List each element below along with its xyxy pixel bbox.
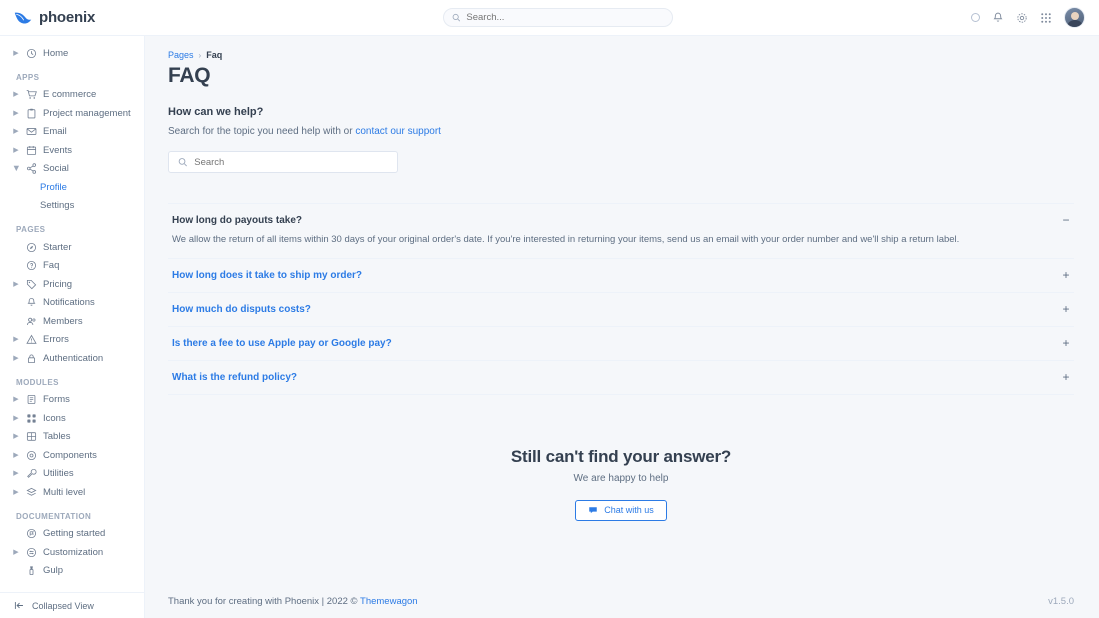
sidebar-item-label: Customization [43,546,104,558]
avatar[interactable] [1064,7,1085,28]
sidebar-item-starter[interactable] [0,238,144,257]
grid-apps-icon[interactable] [1040,12,1052,24]
faq-toggle-minus-icon[interactable]: − [1062,213,1070,227]
chevron-right-icon: ▶ [13,396,19,404]
flag-icon [26,528,37,539]
sidebar-item-label: Gulp [43,565,64,577]
search-icon [452,13,460,22]
sidebar-item-tables[interactable] [0,428,144,447]
search-icon [178,157,187,167]
sidebar-section-modules: MODULES [16,377,59,387]
theme-toggle-icon[interactable] [971,13,980,22]
sidebar-item-label: Faq [43,260,60,272]
sidebar-item-authentication[interactable] [0,349,144,368]
page-content [145,36,1099,584]
footer-text: Thank you for creating with Phoenix | 2022 © [168,595,361,607]
themewagon-link[interactable]: Themewagon [360,595,418,607]
chevron-down-icon: ▶ [12,166,20,172]
sidebar-scroll[interactable] [0,36,144,592]
sidebar-item-ecommerce[interactable] [0,86,144,105]
collapsed-view-toggle[interactable] [0,592,144,618]
sidebar-item-utilities[interactable] [0,465,144,484]
still-heading: Still can't find your answer? [510,446,732,466]
collapsed-view-label: Collapsed View [32,600,94,611]
sidebar-item-home[interactable] [0,44,144,63]
sidebar-item-label: Starter [43,241,72,253]
sidebar-section-apps: APPS [16,72,40,82]
faq-item [168,327,1074,361]
sidebar-item-getting-started[interactable] [0,525,144,544]
chat-with-us-label: Chat with us [604,505,654,516]
icons-grid-icon [26,413,37,424]
sidebar-item-label: Events [43,144,73,156]
faq-toggle-plus-icon[interactable]: + [1062,369,1070,384]
chevron-right-icon: ▶ [13,49,19,57]
sidebar-item-label: Multi level [43,486,86,498]
page-title: FAQ [168,64,211,87]
sidebar-item-multi-level[interactable] [0,483,144,502]
sidebar-item-label: Email [43,126,67,138]
chevron-right-icon: ▶ [13,336,19,344]
sidebar-item-components[interactable] [0,446,144,465]
breadcrumb-current: Faq [206,50,223,60]
sidebar-item-notifications[interactable] [0,294,144,313]
faq-toggle-plus-icon[interactable]: + [1062,335,1070,350]
collapse-icon [14,600,25,611]
faq-question[interactable]: How long does it take to ship my order? [172,269,363,281]
navbar-search[interactable] [443,8,673,27]
lock-icon [26,353,37,364]
faq-list [168,203,1074,395]
calendar-icon [26,145,37,156]
chevron-right-icon: ▶ [13,128,19,136]
warning-icon [26,334,37,345]
faq-question[interactable]: How long do payouts take? [172,215,303,226]
sidebar-item-label: Project management [43,107,131,119]
faq-toggle-plus-icon[interactable]: + [1062,267,1070,282]
sidebar-item-project-management[interactable] [0,104,144,123]
chevron-right-icon: ▶ [13,280,19,288]
still-subtext: We are happy to help [573,472,669,484]
table-icon [26,431,37,442]
chevron-right-icon: ▶ [13,414,19,422]
sidebar-item-label: Social [43,163,69,175]
sidebar-item-icons[interactable] [0,409,144,428]
sidebar-item-label: Icons [43,412,66,424]
chevron-right-icon: ▶ [13,548,19,556]
bell-icon [26,297,37,308]
contact-support-link[interactable]: contact our support [355,126,441,137]
sidebar-item-faq[interactable] [0,257,144,276]
footer-version: v1.5.0 [1048,595,1074,607]
sidebar-item-label: Pricing [43,278,73,290]
sidebar-item-forms[interactable] [0,391,144,410]
sidebar-item-label: Getting started [43,528,106,540]
faq-item [168,203,1074,259]
faq-item [168,259,1074,293]
chevron-right-icon: ▶ [13,354,19,362]
sidebar-section-pages: PAGES [16,225,46,234]
breadcrumb [168,50,1074,60]
sidebar-item-label: E commerce [43,89,97,101]
navbar-search-input[interactable] [466,12,664,23]
brand-logo[interactable] [0,9,145,26]
sidebar-item-events[interactable] [0,141,144,160]
users-icon [26,316,37,327]
envelope-icon [26,126,37,137]
faq-question[interactable]: What is the refund policy? [172,371,298,383]
clock-icon [26,48,37,59]
bell-icon[interactable] [992,12,1004,24]
page-footer [145,584,1099,618]
sidebar-item-label: Notifications [43,297,95,309]
sidebar-item-label: Home [43,47,69,59]
phoenix-logo-icon [14,10,32,26]
help-subtext [168,126,1074,137]
faq-search-input[interactable] [194,157,388,168]
sidebar-subitem-settings[interactable]: Settings [40,200,75,212]
sidebar-item-label: Utilities [43,468,74,480]
sliders-icon [26,547,37,558]
chevron-right-icon: ▶ [13,470,19,478]
sidebar-item-label: Tables [43,431,71,443]
layers-icon [26,487,37,498]
clipboard-icon [26,108,37,119]
faq-question[interactable]: How much do disputs costs? [172,303,311,315]
sidebar-item-members[interactable] [0,312,144,331]
sidebar-item-label: Components [43,449,97,461]
chevron-right-icon: ▶ [13,146,19,154]
navbar-actions [971,7,1099,28]
chat-bubble-icon [588,505,598,515]
chat-with-us-button[interactable] [575,500,667,521]
chevron-right-icon: ▶ [13,488,19,496]
faq-item [168,293,1074,327]
sidebar-item-email[interactable] [0,123,144,142]
chevron-right-icon: ▶ [13,451,19,459]
sidebar [0,36,145,618]
top-navbar [0,0,1099,36]
main-area [145,36,1099,618]
sidebar-item-label: Forms [43,394,70,406]
sidebar-subitem-profile[interactable]: Profile [40,181,67,193]
faq-question[interactable]: Is there a fee to use Apple pay or Google pay? [172,337,392,349]
chevron-right-icon: ▶ [13,433,19,441]
navbar-search-wrap [145,8,971,27]
gulp-icon [26,565,37,576]
sidebar-item-label: Authentication [43,352,104,364]
sidebar-item-label: Errors [43,334,69,346]
faq-item [168,361,1074,395]
chevron-right-icon: ▶ [13,91,19,99]
share-icon [26,163,37,174]
question-icon [26,260,37,271]
cart-icon [26,89,37,100]
chevron-right-icon: ▶ [13,109,19,117]
components-icon [26,450,37,461]
wrench-icon [26,468,37,479]
faq-search[interactable] [168,151,398,173]
body-row [0,36,1099,618]
sidebar-item-gulp[interactable] [0,562,144,581]
sidebar-item-pricing[interactable] [0,275,144,294]
tag-icon [26,279,37,290]
faq-answer: We allow the return of all items within 30 days of your original order's date. If you're interested in returning your items, send us an email with your order number and we'll ship a return label. [172,234,960,245]
still-need-help-section [168,447,1074,521]
faq-toggle-plus-icon[interactable]: + [1062,301,1070,316]
rocket-icon [26,242,37,253]
breadcrumb-separator-icon: › [198,50,202,60]
sidebar-item-label: Members [43,315,83,327]
help-subtext-prefix: Search for the topic you need help with or [168,126,356,137]
sidebar-item-social[interactable] [0,160,144,179]
form-icon [26,394,37,405]
sidebar-item-customization[interactable] [0,543,144,562]
sidebar-item-errors[interactable] [0,331,144,350]
help-heading: How can we help? [168,106,264,118]
breadcrumb-parent[interactable]: Pages [168,50,194,60]
gear-icon[interactable] [1016,12,1028,24]
brand-name: phoenix [39,9,96,26]
sidebar-section-documentation: DOCUMENTATION [16,511,92,521]
footer-credit [168,596,418,607]
